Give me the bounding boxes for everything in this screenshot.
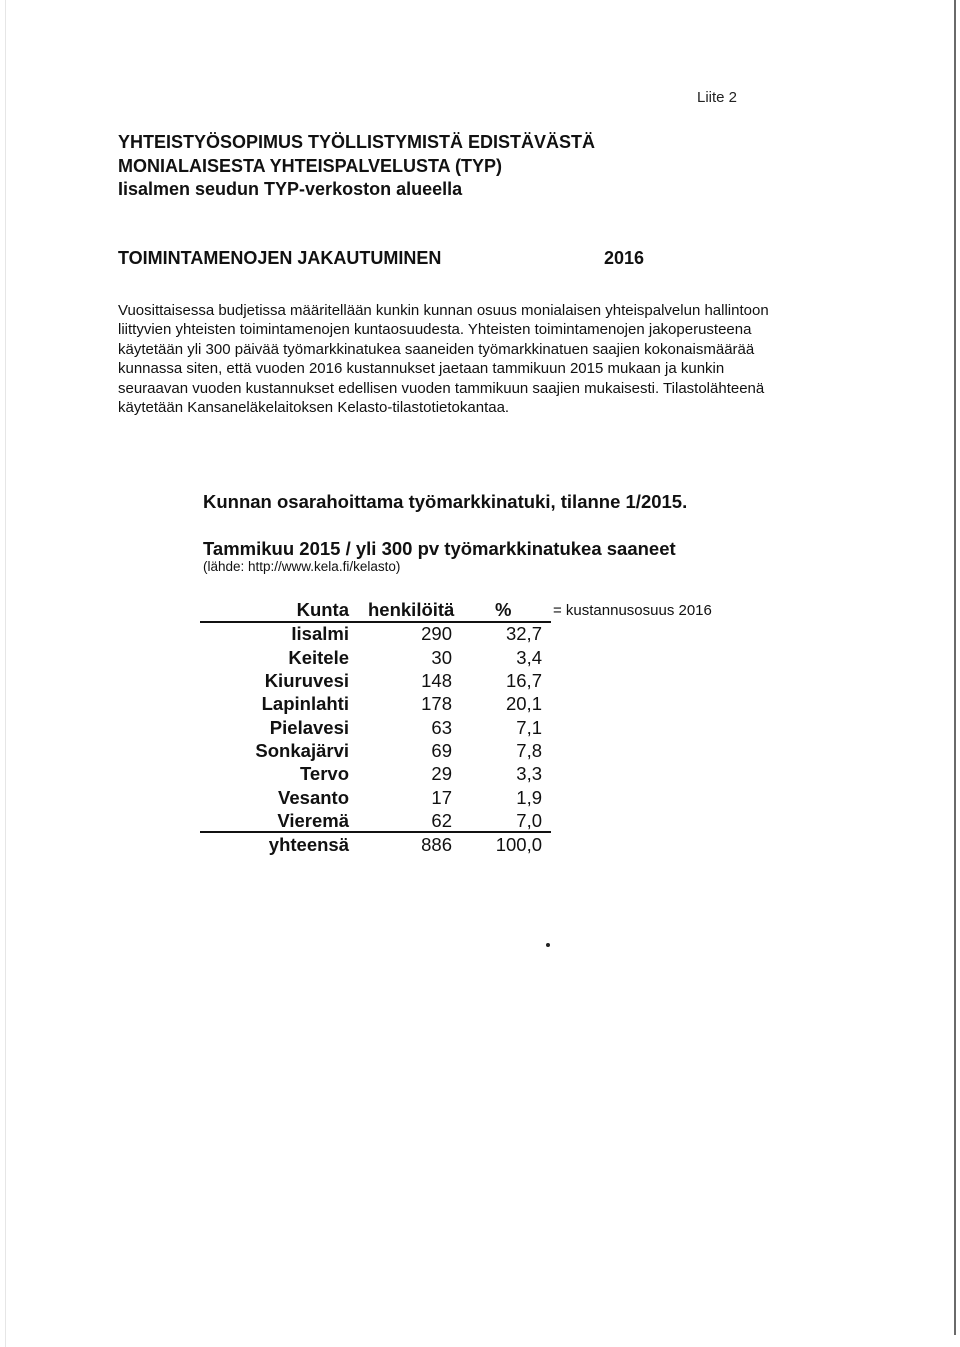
- header-persons: henkilöitä: [368, 598, 455, 620]
- title-line-2: MONIALAISESTA YHTEISPALVELUSTA (TYP): [118, 155, 503, 176]
- total-label: yhteensä: [268, 833, 349, 855]
- percent-cell: 3,3: [516, 762, 542, 784]
- municipality-cell: Vieremä: [277, 809, 349, 831]
- attachment-label: Liite 2: [697, 89, 738, 106]
- title-line-1: YHTEISTYÖSOPIMUS TYÖLLISTYMISTÄ EDISTÄVÄSTÄ: [118, 132, 596, 152]
- paragraph-line: kunnassa siten, että vuoden 2016 kustannukset jaetaan tammikuun 2015 mukaan ja kunkin: [118, 360, 725, 378]
- table-row: [0, 762, 960, 785]
- percent-cell: 3,4: [516, 646, 542, 668]
- section-heading: TOIMINTAMENOJEN JAKAUTUMINEN: [118, 248, 442, 268]
- table-total-row: [0, 833, 960, 856]
- municipality-cell: Iisalmi: [291, 622, 349, 644]
- persons-cell: 290: [421, 622, 452, 644]
- table-source: (lähde: http://www.kela.fi/kelasto): [203, 559, 401, 574]
- table-row: [0, 716, 960, 739]
- total-persons: 886: [421, 833, 452, 855]
- paragraph-line: seuraavan vuoden kustannukset edellisen vuoden tammikuun saajien mukaisesti. Tilastolähteenä: [118, 379, 765, 397]
- table-subtitle: Tammikuu 2015 / yli 300 pv työmarkkinatukea saaneet: [203, 538, 676, 559]
- table-row: [0, 786, 960, 809]
- percent-cell: 1,9: [516, 786, 542, 808]
- table-header-row: [0, 598, 960, 621]
- document-title: [118, 131, 595, 202]
- paragraph-line: Vuosittaisessa budjetissa määritellään kunkin kunnan osuus monialaisen yhteispalvelun hallintoon: [118, 302, 769, 319]
- persons-cell: 63: [431, 716, 452, 738]
- table-row: [0, 622, 960, 645]
- paragraph-line: käytetään Kansaneläkelaitoksen Kelasto-tilastotietokantaa.: [118, 399, 510, 417]
- table-row: [0, 809, 960, 832]
- table-row: [0, 646, 960, 669]
- municipality-cell: Pielavesi: [269, 716, 349, 738]
- municipality-cell: Kiuruvesi: [264, 669, 349, 691]
- persons-cell: 148: [421, 669, 452, 691]
- persons-cell: 29: [431, 762, 452, 784]
- municipality-cell: Sonkajärvi: [255, 739, 349, 761]
- persons-cell: 17: [431, 786, 452, 808]
- percent-cell: 32,7: [505, 622, 542, 644]
- percent-cell: 7,1: [516, 716, 542, 738]
- table-row: [0, 692, 960, 715]
- table-row: [0, 669, 960, 692]
- header-percent: %: [495, 598, 512, 620]
- section-year: 2016: [604, 248, 645, 268]
- municipality-cell: Tervo: [299, 762, 349, 784]
- table-row: [0, 739, 960, 762]
- persons-cell: 62: [431, 809, 452, 831]
- persons-cell: 69: [431, 739, 452, 761]
- persons-cell: 30: [431, 646, 452, 668]
- percent-cell: 7,8: [516, 739, 542, 761]
- percent-cell: 16,7: [505, 669, 542, 691]
- percent-cell: 7,0: [516, 809, 542, 831]
- stray-mark: [546, 943, 550, 947]
- paragraph-line: liittyvien yhteisten toimintamenojen kuntaosuudesta. Yhteisten toimintamenojen jakoperusteena: [118, 321, 752, 339]
- municipality-cell: Keitele: [288, 646, 349, 668]
- persons-cell: 178: [421, 692, 452, 714]
- paragraph-line: käytetään yli 300 päivää työmarkkinatukea saaneiden työmarkkinatuen saajien kokonaismäärää: [118, 340, 755, 358]
- body-paragraph: [118, 301, 769, 417]
- percent-cell: 20,1: [505, 692, 542, 714]
- municipality-cell: Lapinlahti: [261, 692, 349, 714]
- table-title: Kunnan osarahoittama työmarkkinatuki, tilanne 1/2015.: [203, 491, 688, 512]
- percent-note: = kustannusosuus 2016: [553, 601, 712, 619]
- total-percent: 100,0: [495, 833, 542, 855]
- municipality-cell: Vesanto: [278, 786, 349, 808]
- title-line-3: Iisalmen seudun TYP-verkoston alueella: [118, 179, 463, 199]
- header-municipality: Kunta: [296, 598, 349, 620]
